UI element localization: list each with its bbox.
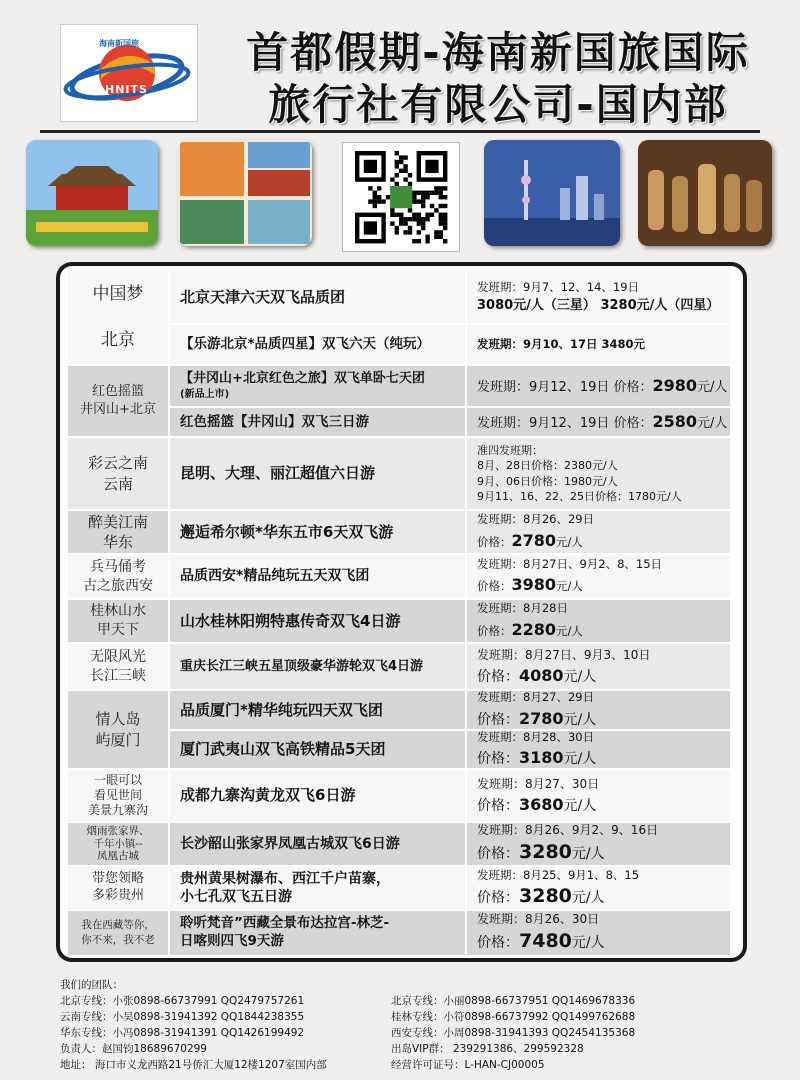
price-yunnan: 准四发班期： 8月、28日价格：2380元/人 9月、06日价格：1980元/人 9月11、16、22、25日价格：1780元/人 (467, 438, 730, 509)
price-beijing-premium: 发班期：9月10、17日 3480元 (467, 325, 730, 364)
price-jiuzhaigou: 发班期：8月27、30日 价格：3680元/人 (467, 770, 730, 821)
photo-shanghai-skyline (484, 140, 620, 246)
route-tibet[interactable]: 聆听梵音”西藏全景布达拉宫-林芝- 日喀则四飞9天游 (170, 911, 465, 955)
destination-tibet: 我在西藏等你， 你不来，我不老 (68, 911, 168, 955)
photo-terracotta-warriors (638, 140, 772, 246)
destination-zhangjiajie: 烟雨张家界、 千年小镇-- 凤凰古城 (68, 823, 168, 865)
vip-group: 出岛VIP群： 239291386、299592328 (391, 1043, 584, 1055)
company-address: 地址： 海口市义龙西路21号侨汇大厦12楼1207室国内部 (60, 1059, 327, 1071)
company-title-line-2: 旅行社有限公司-国内部 (268, 80, 728, 129)
route-three-gorges[interactable]: 重庆长江三峡五星顶级豪华游轮双飞4日游 (170, 644, 465, 689)
route-huadong[interactable]: 邂逅希尔顿*华东五市6天双飞游 (170, 511, 465, 553)
price-zhangjiajie: 发班期：8月26、9月2、9、16日 价格：3280元/人 (467, 823, 730, 865)
destination-yunnan: 彩云之南 云南 (68, 438, 168, 509)
destination-three-gorges: 无限风光 长江三峡 (68, 644, 168, 689)
route-xian[interactable]: 品质西安*精品纯玩五天双飞团 (170, 555, 465, 598)
company-logo (60, 24, 198, 122)
route-guizhou[interactable]: 贵州黄果树瀑布、西江千户苗寨， 小七孔双飞五日游 (170, 867, 465, 909)
contact-beijing-zhang: 北京专线：小张0898-66737991 QQ2479757261 (60, 995, 305, 1007)
price-beijing-tianjin: 发班期：9月7、12、14、19日 3080元/人（三星） 3280元/人（四星） (467, 271, 730, 323)
price-jinggangshan: 发班期：9月12、19日 价格：2580元/人 (467, 408, 730, 436)
route-jinggangshan-beijing[interactable]: 【井冈山+北京红色之旅】双飞单卧七天团 (新品上市) (170, 366, 465, 406)
company-title-line-1: 首都假期-海南新国旅国际 (246, 28, 750, 77)
destination-jinggangshan: 红色摇篮 井冈山+北京 (68, 366, 168, 436)
route-jiuzhaigou[interactable]: 成都九寨沟黄龙双飞6日游 (170, 770, 465, 821)
route-xiamen[interactable]: 品质厦门*精华纯玩四天双飞团 (170, 691, 465, 729)
route-guilin[interactable]: 山水桂林阳朔特惠传奇双飞4日游 (170, 600, 465, 642)
route-jinggangshan[interactable]: 红色摇篮【井冈山】双飞三日游 (170, 408, 465, 436)
destination-guizhou: 带您领略 多彩贵州 (68, 867, 168, 909)
route-beijing-tianjin[interactable]: 北京天津六天双飞品质团 (170, 271, 465, 323)
destination-beijing: 中国梦 北京 (68, 271, 168, 364)
route-xiamen-wuyishan[interactable]: 厦门武夷山双飞高铁精品5天团 (170, 731, 465, 768)
contact-beijing-li: 北京专线：小丽0898-66737951 QQ1469678336 (391, 995, 636, 1007)
route-beijing-premium[interactable]: 【乐游北京*品质四星】双飞六天（纯玩） (170, 325, 465, 364)
destination-guilin: 桂林山水 甲天下 (68, 600, 168, 642)
logo-small-text: 海南新国旅 (99, 39, 139, 48)
price-xiamen: 发班期：8月27、29日 价格：2780元/人 (467, 691, 730, 729)
photo-collage (178, 140, 312, 246)
price-guilin: 发班期：8月28日 价格：2280元/人 (467, 600, 730, 642)
price-xiamen-wuyishan: 发班期：8月28、30日 价格：3180元/人 (467, 731, 730, 768)
destination-xian: 兵马俑考 古之旅西安 (68, 555, 168, 598)
price-three-gorges: 发班期：8月27日、9月3、10日 价格：4080元/人 (467, 644, 730, 689)
price-jinggangshan-beijing: 发班期：9月12、19日 价格：2980元/人 (467, 366, 730, 406)
price-huadong: 发班期：8月26、29日 价格：2780元/人 (467, 511, 730, 553)
destination-huadong: 醉美江南 华东 (68, 511, 168, 553)
team-label: 我们的团队： (60, 979, 123, 991)
contact-guilin: 桂林专线：小符0898-66737992 QQ1499762688 (391, 1011, 636, 1023)
qr-code[interactable] (342, 142, 460, 252)
business-license: 经营许可证号：L-HAN-CJ00005 (391, 1059, 545, 1071)
route-yunnan[interactable]: 昆明、大理、丽江超值六日游 (170, 438, 465, 509)
contact-manager: 负责人：赵国钧18689670299 (60, 1043, 207, 1055)
destination-jiuzhaigou: 一眼可以 看见世间 美景九寨沟 (68, 770, 168, 821)
route-zhangjiajie[interactable]: 长沙韶山张家界凤凰古城双飞6日游 (170, 823, 465, 865)
price-tibet: 发班期：8月26、30日 价格：7480元/人 (467, 911, 730, 955)
logo-text: HNITS (105, 83, 148, 96)
photo-tiananmen (26, 140, 158, 246)
contact-huadong: 华东专线：小冯0898-31941391 QQ1426199492 (60, 1027, 305, 1039)
header-divider (40, 130, 760, 133)
price-guizhou: 发班期：8月25、9月1、8、15 价格：3280元/人 (467, 867, 730, 909)
price-xian: 发班期：8月27日、9月2、8、15日 价格：3980元/人 (467, 555, 730, 598)
destination-xiamen: 情人岛 屿厦门 (68, 691, 168, 768)
contact-yunnan: 云南专线：小吴0898-31941392 QQ1844238355 (60, 1011, 305, 1023)
contact-xian: 西安专线：小周0898-31941393 QQ2454135368 (391, 1027, 636, 1039)
